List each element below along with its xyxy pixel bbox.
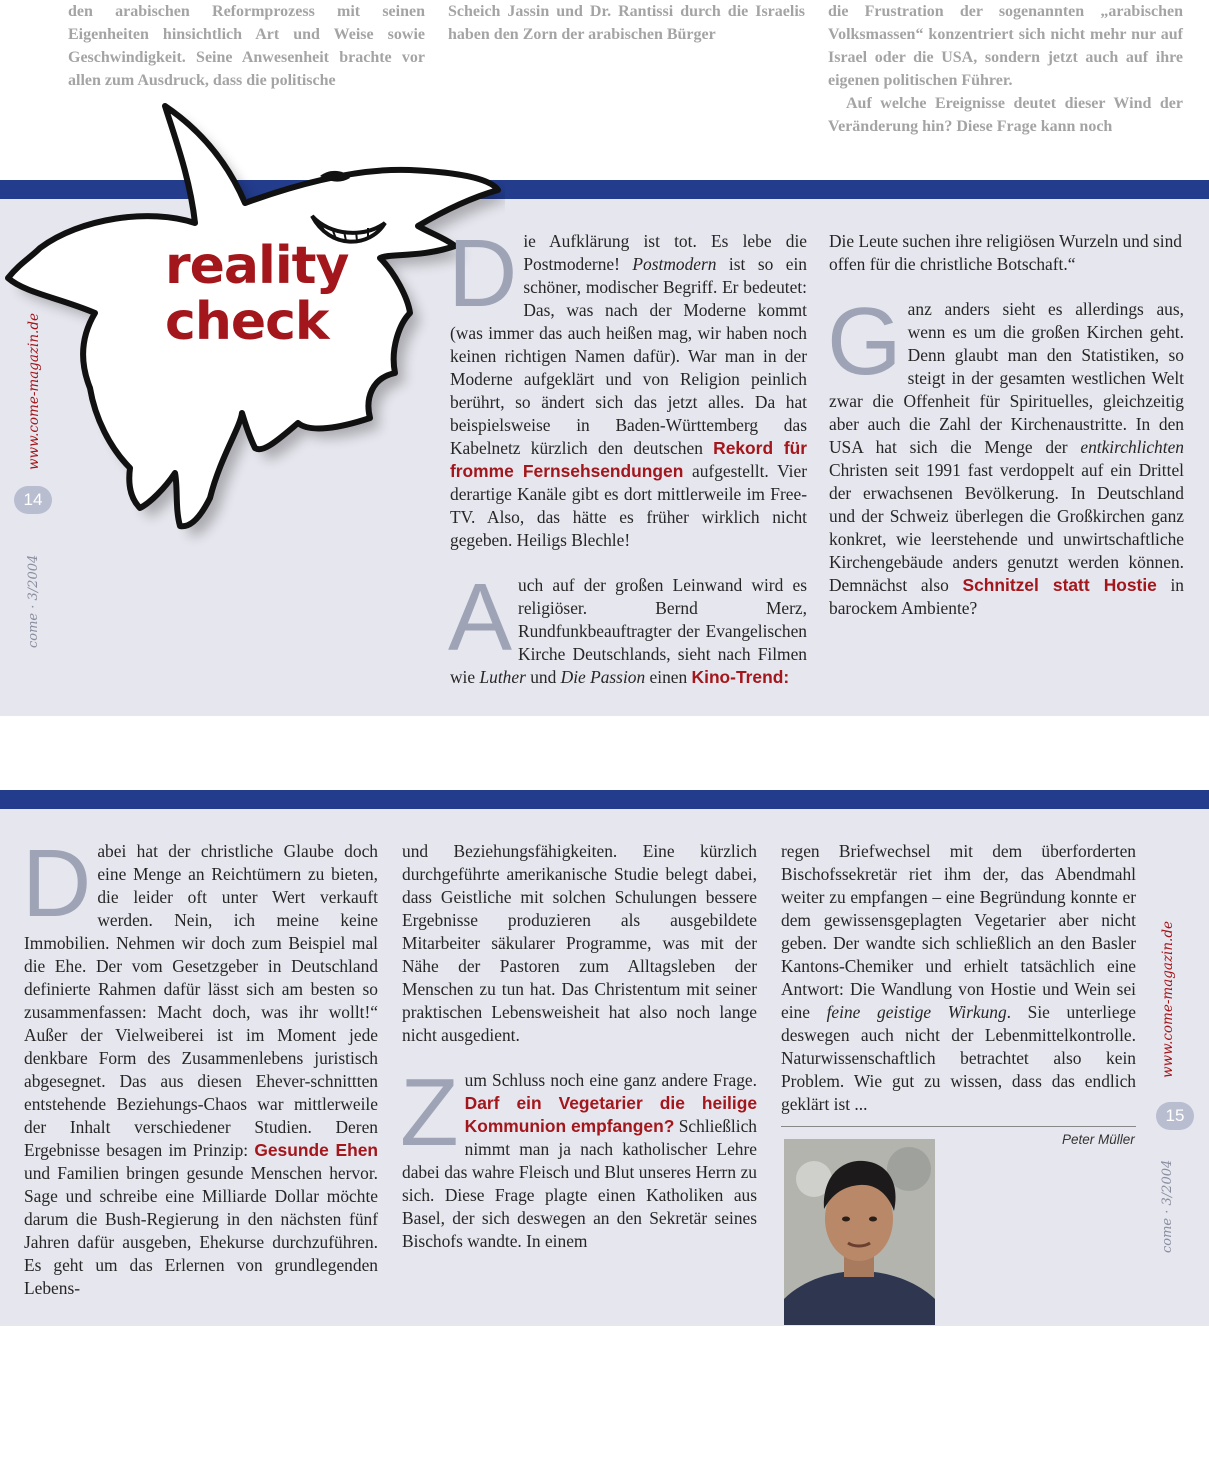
body-text: Die Leute suchen ihre religiösen Wurzeln und sind offen für die christliche Botschaft.“ bbox=[829, 231, 1182, 274]
page15-column-2 bbox=[402, 840, 757, 1253]
body-text: aufgestellt. Vier derartige Kanäle gibt es dort mittlerweile im Free-TV. Also, das hätte es früher wirklich nicht gegeben. Heiligs Blechle! bbox=[450, 461, 807, 550]
body-text: uch auf der großen Leinwand wird es religiöser. Bernd Merz, Rundfunkbeauftragter der Evangelischen Kirche Deutschlands, sieht nach Filmen wie bbox=[450, 575, 807, 687]
body-text: um Schluss noch eine ganz andere Frage. bbox=[464, 1070, 757, 1090]
prev-article-text: die Frustration der sogenannten „arabischen Volksmassen“ konzentriert sich nicht mehr nur auf Israel oder die USA, sondern jetzt auch auf ihre eigenen politischen Führer. bbox=[828, 3, 1183, 89]
author-rule bbox=[781, 1126, 1136, 1127]
body-text: ist so ein schöner, modischer Begriff. Er bedeutet: Das, was nach der Moderne kommt (was immer das auch heißen mag, wir haben noch keinen richtigen Namen dafür). War man in der Moderne aufgeklärt und von Religion peinlich berührt, so ändert sich das jetzt alles. Da hat beispielsweise in Baden-Württemberg das Kabelnetz kürzlich den deutschen bbox=[450, 254, 808, 458]
page15-url: www.come-magazin.de bbox=[1160, 921, 1176, 1078]
body-text-emphasis: feine geistige Wirkung bbox=[826, 1002, 1007, 1022]
body-text: anz anders sieht es allerdings aus, wenn es um die großen Kirchen geht. Denn glaubt man den Statistiken, so steigt in der gesamten westlichen Welt zwar die Offenheit für Spirituelles, gleichzeitig aber auch die Zahl der Kirchenaustritte. In den USA hat sich die Menge der bbox=[829, 299, 1184, 457]
page14-number: 14 bbox=[14, 486, 52, 514]
page15-issue: come · 3/2004 bbox=[1160, 1159, 1175, 1253]
prev-article-text: den arabischen Reformprozess mit seinen Eigenheiten hinsichtlich Art und Weise sowie Geschwindigkeit. Seine Anwesenheit brachte vor allen zum Ausdruck, dass die politische bbox=[68, 3, 425, 89]
highlight-text: Kino-Trend: bbox=[691, 667, 790, 687]
page15-column-1 bbox=[22, 830, 378, 1300]
prev-article-text: Auf welche Ereignisse deutet dieser Wind der Veränderung hin? Diese Frage kann noch bbox=[828, 95, 1183, 135]
logo-check: check bbox=[165, 292, 329, 352]
prev-article-col3 bbox=[828, 0, 1183, 138]
page15-header-bar bbox=[0, 790, 1209, 809]
body-text: abei hat der christliche Glaube doch eine Menge an Reichtümern zu bieten, die leider oft unter Wert verkauft werden. Nein, ich meine keine Immobilien. Nehmen wir doch zum Beispiel mal die Ehe. Der vom Gesetzgeber in Deutschland definierte Rahmen dafür lässt sich am besten so zusammenfassen: Macht doch, was ihr wollt!“ Außer der Vielweiberei ist im Moment jede denkbare Form des Zusammenlebens juristisch abgesegnet. Das aus diesen Ehever-schnittten entstehende Beziehungs-Chaos war mittlerweile der Inhalt verschiedener Studien. Deren Ergebnisse besagen im Prinzip: bbox=[24, 841, 378, 1160]
prev-article-col1 bbox=[68, 0, 425, 92]
author-portrait-icon bbox=[784, 1139, 935, 1325]
body-text: Christen seit 1991 fast verdoppelt auf ein Drittel der erwachsenen Bevölkerung. In Deutschland und der Schweiz überlegen die Großkirchen ganz konkret, wie leerstehende und unwirtschaftliche Kirchengebäude anders genutzt werden können. Demnächst also bbox=[829, 460, 1184, 595]
body-text: einen bbox=[645, 667, 692, 687]
highlight-text: Schnitzel statt Hostie bbox=[962, 575, 1157, 595]
body-text-emphasis: Postmodern bbox=[632, 254, 717, 274]
drop-cap: Z bbox=[400, 1059, 459, 1166]
body-text: und Familien bringen gesunde Menschen hervor. Sage und schreibe eine Milliarde Dollar möchte darum die Bush-Regierung in den nächsten fünf Jahren dafür ausgeben, Ehekurse durchzuführen. Es geht um das Erlernen von grundlegenden Lebens- bbox=[24, 1163, 378, 1298]
body-text: und Beziehungsfähigkeiten. Eine kürzlich durchgeführte amerikanische Studie belegt dabei, dass Geistliche mit solchen Schulungen bessere Ergebnisse produzieren als ausgebildete Mitarbeiter säkularer Programme, was mit der Nähe der Pastoren zum Alltagsleben der Menschen zu tun hat. Das Christentum mit seiner praktischen Lebensweisheit hat also noch lange nicht ausgedient. bbox=[402, 841, 757, 1045]
page14-url: www.come-magazin.de bbox=[26, 313, 42, 470]
logo-reality: reality bbox=[165, 236, 349, 296]
highlight-text: Darf ein Vegetarier die heilige Kommunion empfangen? bbox=[464, 1093, 757, 1136]
body-text: und bbox=[525, 667, 561, 687]
prev-article-col2 bbox=[448, 0, 805, 46]
author-photo bbox=[784, 1139, 935, 1325]
body-text: ie Aufklärung ist tot. Es lebe die Postmoderne! bbox=[523, 231, 807, 274]
drop-cap: A bbox=[448, 564, 513, 671]
body-text: regen Briefwechsel mit dem überforderten Bischofssekretär riet ihm der, das Abendmahl weiter zu empfangen – eine Begründung konnte er dem gewissensgeplagten Vegetarier aber nicht geben. Der wandte sich schließlich an den Basler Kantons-Chemiker und erhielt tatsächlich eine Antwort: Die Wandlung von Hostie und Wein sei eine bbox=[781, 841, 1136, 1022]
author-name: Peter Müller bbox=[1062, 1132, 1135, 1147]
page14-issue: come · 3/2004 bbox=[26, 554, 41, 648]
drop-cap: G bbox=[827, 288, 902, 395]
page15-column-3 bbox=[781, 840, 1136, 1116]
body-text-emphasis: entkirchlichten bbox=[1080, 437, 1184, 457]
page15-number: 15 bbox=[1156, 1102, 1194, 1130]
body-text-emphasis: Die Passion bbox=[560, 667, 646, 687]
body-text: in barockem Ambiente? bbox=[829, 575, 1184, 618]
body-text: Schließlich nimmt man ja nach katholischer Lehre dabei das wahre Fleisch und Blut unseres Herrn zu sich. Diese Frage plagte einen Katholiken aus Basel, der sich deswegen an den Sekretär seines Bischofs wandte. In einem bbox=[402, 1116, 757, 1251]
drop-cap: D bbox=[22, 830, 92, 937]
prev-article-text: Scheich Jassin und Dr. Rantissi durch die Israelis haben den Zorn der arabischen Bürger bbox=[448, 3, 805, 43]
page14-column-1 bbox=[448, 220, 808, 689]
body-text: . Sie unterliege deswegen auch nicht der Lebenmittelkontrolle. Naturwissenschaftlich betrachtet also kein Problem. Wie gut zu wissen, dass das endlich geklärt ist ... bbox=[781, 1002, 1137, 1114]
highlight-text: Gesunde Ehen bbox=[254, 1140, 378, 1160]
page14-column-2 bbox=[829, 230, 1184, 620]
body-text-emphasis: Luther bbox=[479, 667, 526, 687]
highlight-text: Rekord für fromme Fernsehsendungen bbox=[450, 438, 807, 481]
drop-cap: D bbox=[448, 220, 518, 327]
